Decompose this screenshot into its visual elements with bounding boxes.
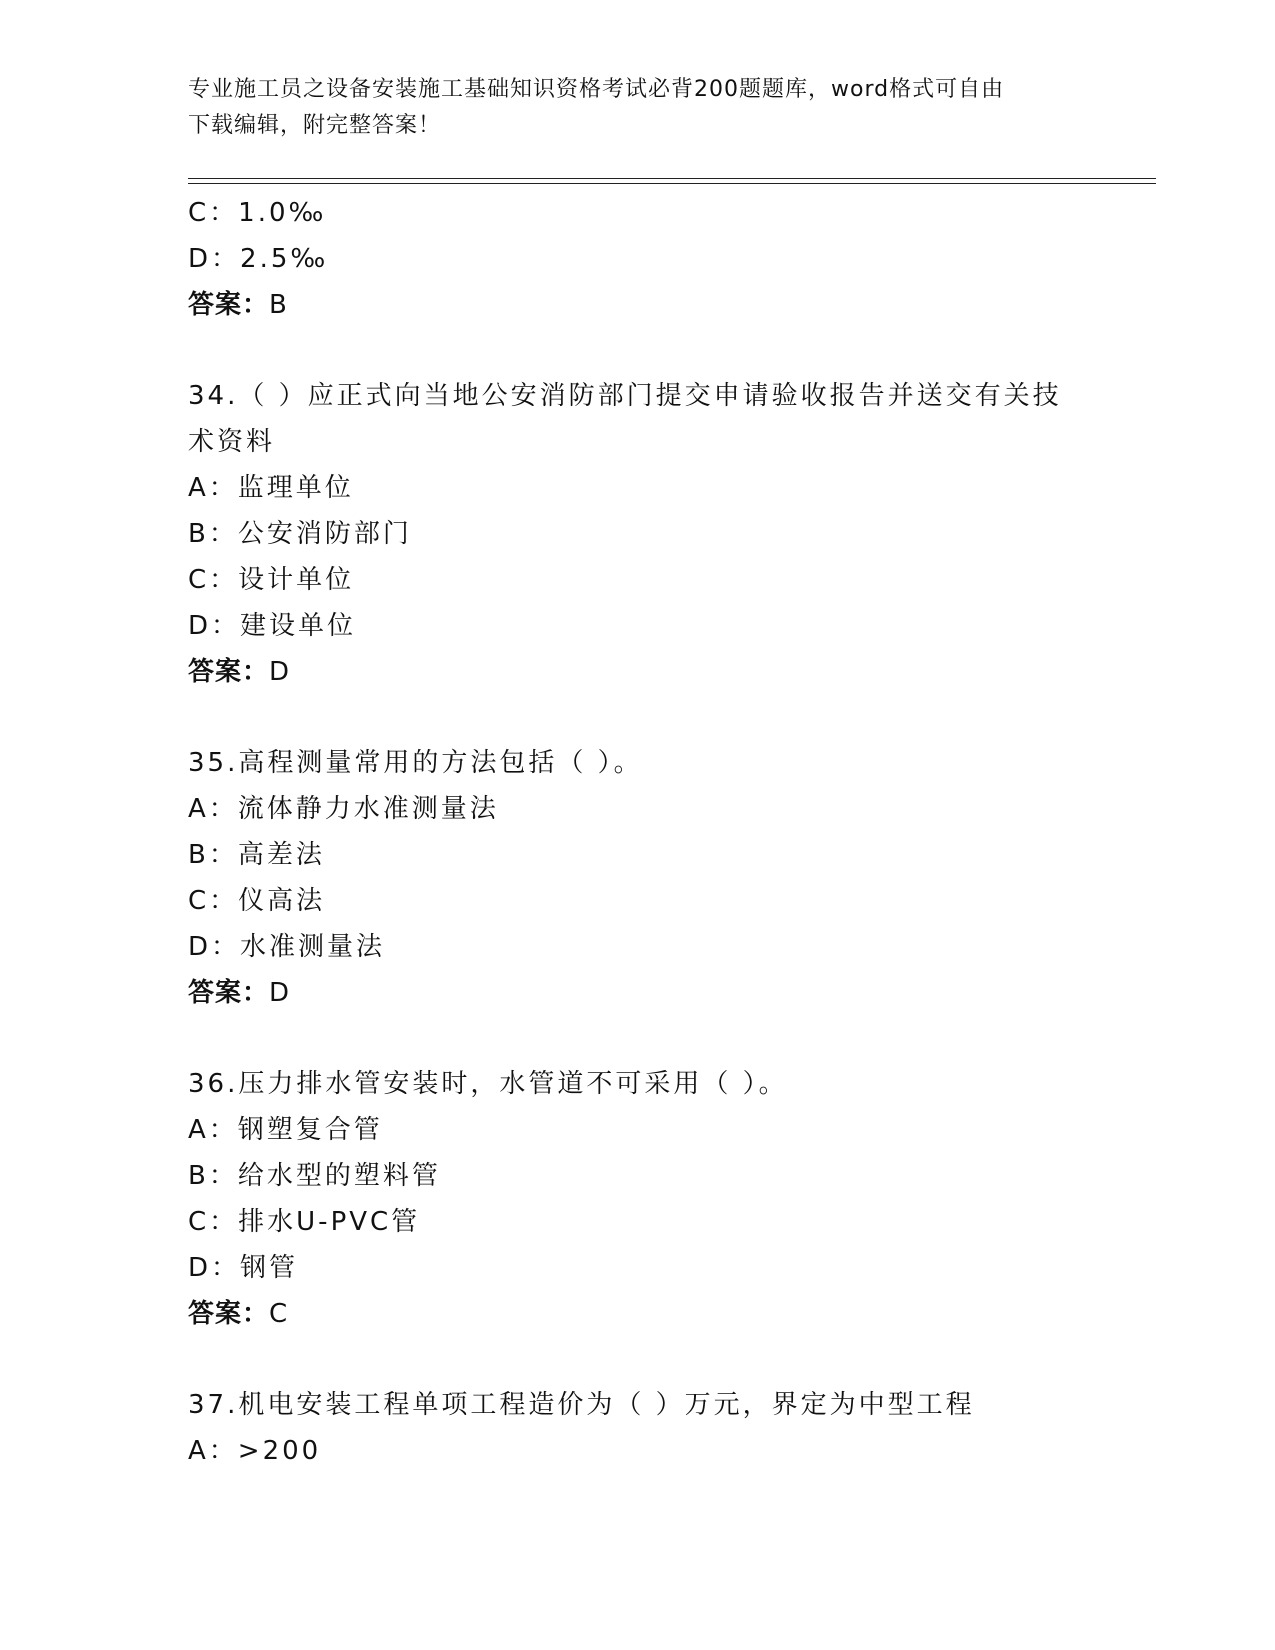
option-c: C：仪高法 — [188, 886, 326, 916]
option-d: D：水准测量法 — [188, 932, 386, 962]
answer-value: D — [269, 657, 291, 687]
header-title-line-2: 下载编辑，附完整答案！ — [188, 113, 442, 138]
document-header — [188, 72, 1088, 144]
answer-value: B — [269, 290, 288, 320]
option-a: A：监理单位 — [188, 473, 354, 503]
option-b: B：给水型的塑料管 — [188, 1161, 441, 1191]
question-stem-line-2: 术资料 — [188, 427, 276, 457]
answer-line — [188, 970, 1156, 1016]
question-stem-line-1: 35.高程测量常用的方法包括（ ）。 — [188, 748, 643, 778]
question-34 — [188, 373, 1156, 695]
answer-label: 答案： — [188, 657, 270, 687]
answer-line — [188, 282, 1156, 328]
option-b: B：高差法 — [188, 840, 325, 870]
answer-label: 答案： — [188, 978, 270, 1008]
answer-line — [188, 649, 1156, 695]
question-36 — [188, 1061, 1156, 1337]
question-stem-line-1: 37.机电安装工程单项工程造价为（ ）万元，界定为中型工程 — [188, 1390, 975, 1420]
question-stem-line-1: 36.压力排水管安装时，水管道不可采用（ ）。 — [188, 1069, 788, 1099]
option-a: A：钢塑复合管 — [188, 1115, 383, 1145]
answer-label: 答案： — [188, 1299, 270, 1329]
option-a: A：流体静力水准测量法 — [188, 794, 499, 824]
option-c: C：排水U-PVC管 — [188, 1207, 421, 1237]
option-d: D：2.5‰ — [188, 244, 329, 274]
answer-value: D — [269, 978, 291, 1008]
option-c: C：设计单位 — [188, 565, 355, 595]
answer-value: C — [269, 1299, 289, 1329]
option-c: C：1.0‰ — [188, 198, 327, 228]
question-stem-line-1: 34.（ ）应正式向当地公安消防部门提交申请验收报告并送交有关技 — [188, 381, 1062, 411]
answer-line — [188, 1291, 1156, 1337]
question-list — [188, 190, 1156, 1474]
header-divider-bottom — [188, 183, 1156, 184]
option-d: D：建设单位 — [188, 611, 357, 641]
question-35 — [188, 740, 1156, 1016]
header-divider-top — [188, 178, 1156, 179]
answer-label: 答案： — [188, 290, 270, 320]
question-37 — [188, 1382, 1156, 1474]
option-d: D：钢管 — [188, 1253, 299, 1283]
option-b: B：公安消防部门 — [188, 519, 412, 549]
option-a: A：>200 — [188, 1436, 322, 1466]
header-title-line-1: 专业施工员之设备安装施工基础知识资格考试必背200题题库，word格式可自由 — [188, 77, 1005, 102]
